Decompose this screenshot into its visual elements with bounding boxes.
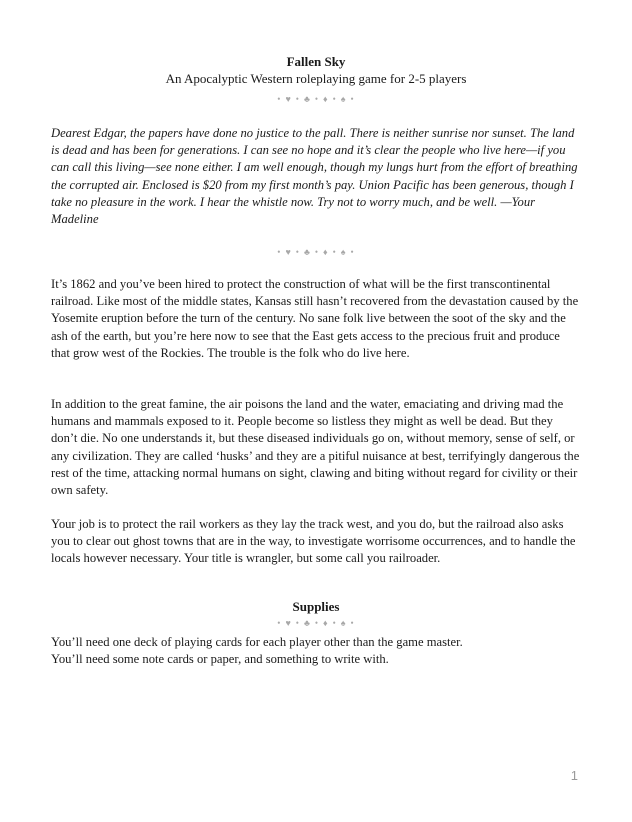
bullet-icon: • — [350, 618, 355, 628]
body-paragraph: In addition to the great famine, the air poisons the land and the water, emaciating and driving mad the humans and mammals exposed to it. People become so listless they might as well be dead. But they don’t die. No one understands it, but these diseased individuals go on, without memory, sense of self, or any civilization. They are called ‘husks’ and they are a pitiful nuisance at best, terrifyingly dangerous the rest of the time, attacking normal humans on sight, clawing and biting without regard for civility or their own safety. — [51, 397, 580, 498]
ornament-divider-middle — [0, 246, 632, 258]
bullet-icon: • — [295, 247, 300, 257]
bullet-icon: • — [277, 94, 282, 104]
spade-icon: ♠ — [340, 618, 347, 628]
bullet-icon: • — [332, 247, 337, 257]
bullet-icon: • — [332, 94, 337, 104]
supplies-item: You’ll need one deck of playing cards for each player other than the game master. — [51, 635, 463, 649]
bullet-icon: • — [295, 94, 300, 104]
ornament-divider-top — [0, 93, 632, 105]
club-icon: ♣ — [303, 94, 311, 104]
body-paragraph: Your job is to protect the rail workers as they lay the track west, and you do, but the railroad also asks you to clear out ghost towns that are in the way, to investigate worrisome occurrences, and to handle the locals however necessary. Your title is wrangler, but some call you railroader. — [51, 517, 576, 566]
heart-icon: ♥ — [285, 618, 292, 628]
bullet-icon: • — [277, 618, 282, 628]
body-paragraph: It’s 1862 and you’ve been hired to protect the construction of what will be the first transcontinental railroad. Like most of the middle states, Kansas still hasn’t recovered from the devastation caused by the Yosemite eruption before the turn of the century. No sane folk live between the soot of the sky and the ash of the earth, but you’re here now to see that the East gets access to the precious fruit and produce that grow west of the Rockies. The trouble is the folk who do live here. — [51, 277, 579, 360]
bullet-icon: • — [332, 618, 337, 628]
bullet-icon: • — [314, 94, 320, 104]
section-heading-supplies: Supplies — [292, 599, 340, 614]
supplies-list — [51, 634, 581, 668]
letter-epigraph: Dearest Edgar, the papers have done no justice to the pall. There is neither sunrise nor sunset. The land is dead and has been for generations. I can see no hope and it’s clear the people who live here—if you can call this living—see none either. I am well enough, though my lungs hurt from the effort of breathing the corrupted air. Enclosed is $20 from my first month’s pay. Union Pacific has been generous, though I take no pleasure in the work. I hear the whistle now. Try not to worry much, and be well. —Your Madeline — [51, 126, 578, 227]
bullet-icon: • — [314, 247, 320, 257]
bullet-icon: • — [350, 247, 355, 257]
page-number: 1 — [570, 768, 578, 783]
club-icon: ♣ — [303, 618, 311, 628]
bullet-icon: • — [350, 94, 355, 104]
bullet-icon: • — [277, 247, 282, 257]
diamond-icon: ♦ — [323, 247, 329, 257]
club-icon: ♣ — [303, 247, 311, 257]
ornament-divider-supplies — [0, 617, 632, 629]
heart-icon: ♥ — [285, 247, 292, 257]
heart-icon: ♥ — [285, 94, 292, 104]
supplies-item: You’ll need some note cards or paper, and something to write with. — [51, 652, 389, 667]
bullet-icon: • — [314, 618, 320, 628]
bullet-icon: • — [295, 618, 300, 628]
document-subtitle: An Apocalyptic Western roleplaying game for 2-5 players — [165, 71, 467, 86]
diamond-icon: ♦ — [323, 94, 329, 104]
spade-icon: ♠ — [340, 94, 347, 104]
diamond-icon: ♦ — [323, 618, 329, 628]
spade-icon: ♠ — [340, 247, 347, 257]
document-title: Fallen Sky — [286, 54, 346, 69]
